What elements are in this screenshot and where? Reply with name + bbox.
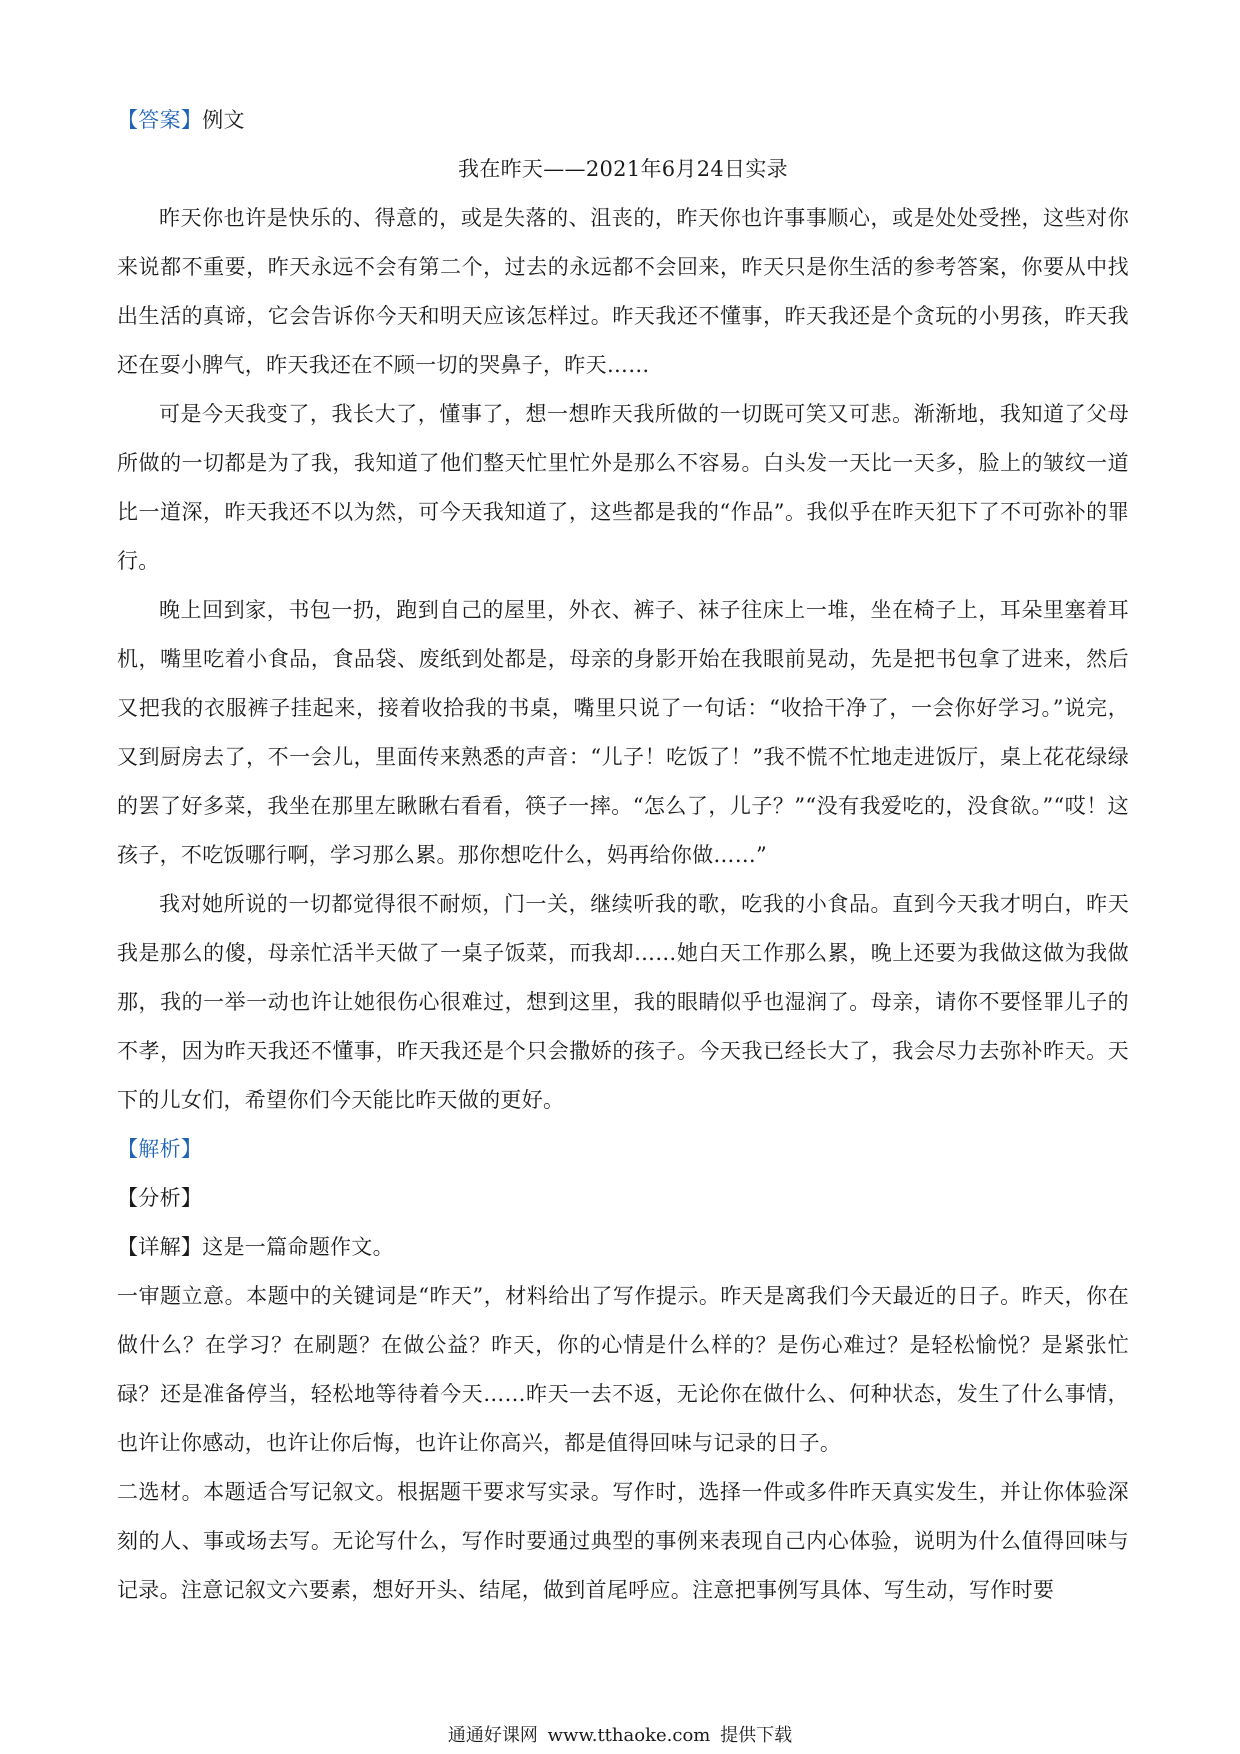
essay-title: 我在昨天——2021年6月24日实录 — [458, 157, 788, 181]
page-footer — [0, 1724, 1240, 1748]
analysis-point-1: 一审题立意。本题中的关键词是“昨天”，材料给出了写作提示。昨天是离我们今天最近的日子。昨天，你在做什么？在学习？在刷题？在做公益？昨天，你的心情是什么样的？是伤心难过？是轻松愉悦？是紧张忙碌？还是准备停当，轻松地等待着今天……昨天一去不返，无论你在做什么、何种状态，发生了什么事情，也许让你感动，也许让你后悔，也许让你高兴，都是值得回味与记录的日子。 — [117, 1284, 1129, 1455]
answer-suffix: 例文 — [202, 108, 245, 132]
detail-label: 【详解】 — [117, 1235, 203, 1259]
footer-site: 通通好课网 — [447, 1725, 538, 1746]
essay-paragraph-4: 我对她所说的一切都觉得很不耐烦，门一关，继续听我的歌，吃我的小食品。直到今天我才明白，昨天我是那么的傻，母亲忙活半天做了一桌子饭菜，而我却……她白天工作那么累，晚上还要为我做这做为我做那，我的一举一动也许让她很伤心很难过，想到这里，我的眼睛似乎也湿润了。母亲，请你不要怪罪儿子的不孝，因为昨天我还不懂事，昨天我还是个只会撒娇的孩子。今天我已经长大了，我会尽力去弥补昨天。天下的儿女们，希望你们今天能比昨天做的更好。 — [117, 892, 1129, 1112]
analysis-point-2: 二选材。本题适合写记叙文。根据题干要求写实录。写作时，选择一件或多件昨天真实发生，并让你体验深刻的人、事或场去写。无论写什么，写作时要通过典型的事例来表现自己内心体验，说明为什么值得回味与记录。注意记叙文六要素，想好开头、结尾，做到首尾呼应。注意把事例写具体、写生动，写作时要 — [117, 1480, 1129, 1602]
footer-url[interactable]: www.tthaoke.com — [547, 1725, 711, 1746]
answer-heading — [117, 96, 1129, 145]
page-content — [117, 96, 1129, 1615]
essay-paragraph-1: 昨天你也许是快乐的、得意的，或是失落的、沮丧的，昨天你也许事事顺心，或是处处受挫，这些对你来说都不重要，昨天永远不会有第二个，过去的永远都不会回来，昨天只是你生活的参考答案，你要从中找出生活的真谛，它会告诉你今天和明天应该怎样过。昨天我还不懂事，昨天我还是个贪玩的小男孩，昨天我还在耍小脾气，昨天我还在不顾一切的哭鼻子，昨天…… — [117, 206, 1129, 377]
essay-paragraph-2: 可是今天我变了，我长大了，懂事了，想一想昨天我所做的一切既可笑又可悲。渐渐地，我知道了父母所做的一切都是为了我，我知道了他们整天忙里忙外是那么不容易。白头发一天比一天多，脸上的皱纹一道比一道深，昨天我还不以为然，可今天我知道了，这些都是我的“作品”。我似乎在昨天犯下了不可弥补的罪行。 — [117, 402, 1129, 573]
answer-label: 【答案】 — [117, 108, 203, 132]
detail-text: 这是一篇命题作文。 — [202, 1235, 394, 1259]
analysis-label: 【解析】 — [117, 1137, 203, 1161]
fenxi-label: 【分析】 — [117, 1186, 203, 1210]
footer-suffix: 提供下载 — [720, 1725, 793, 1746]
essay-paragraph-3: 晚上回到家，书包一扔，跑到自己的屋里，外衣、裤子、袜子往床上一堆，坐在椅子上，耳朵里塞着耳机，嘴里吃着小食品，食品袋、废纸到处都是，母亲的身影开始在我眼前晃动，先是把书包拿了进来，然后又把我的衣服裤子挂起来，接着收拾我的书桌，嘴里只说了一句话：“收拾干净了，一会你好学习。”说完，又到厨房去了，不一会儿，里面传来熟悉的声音：“儿子！吃饭了！”我不慌不忙地走进饭厅，桌上花花绿绿的罢了好多菜，我坐在那里左瞅瞅右看看，筷子一摔。“怎么了，儿子？”“没有我爱吃的，没食欲。”“哎！这孩子，不吃饭哪行啊，学习那么累。那你想吃什么，妈再给你做……” — [117, 598, 1129, 867]
detail-heading — [117, 1223, 1129, 1272]
